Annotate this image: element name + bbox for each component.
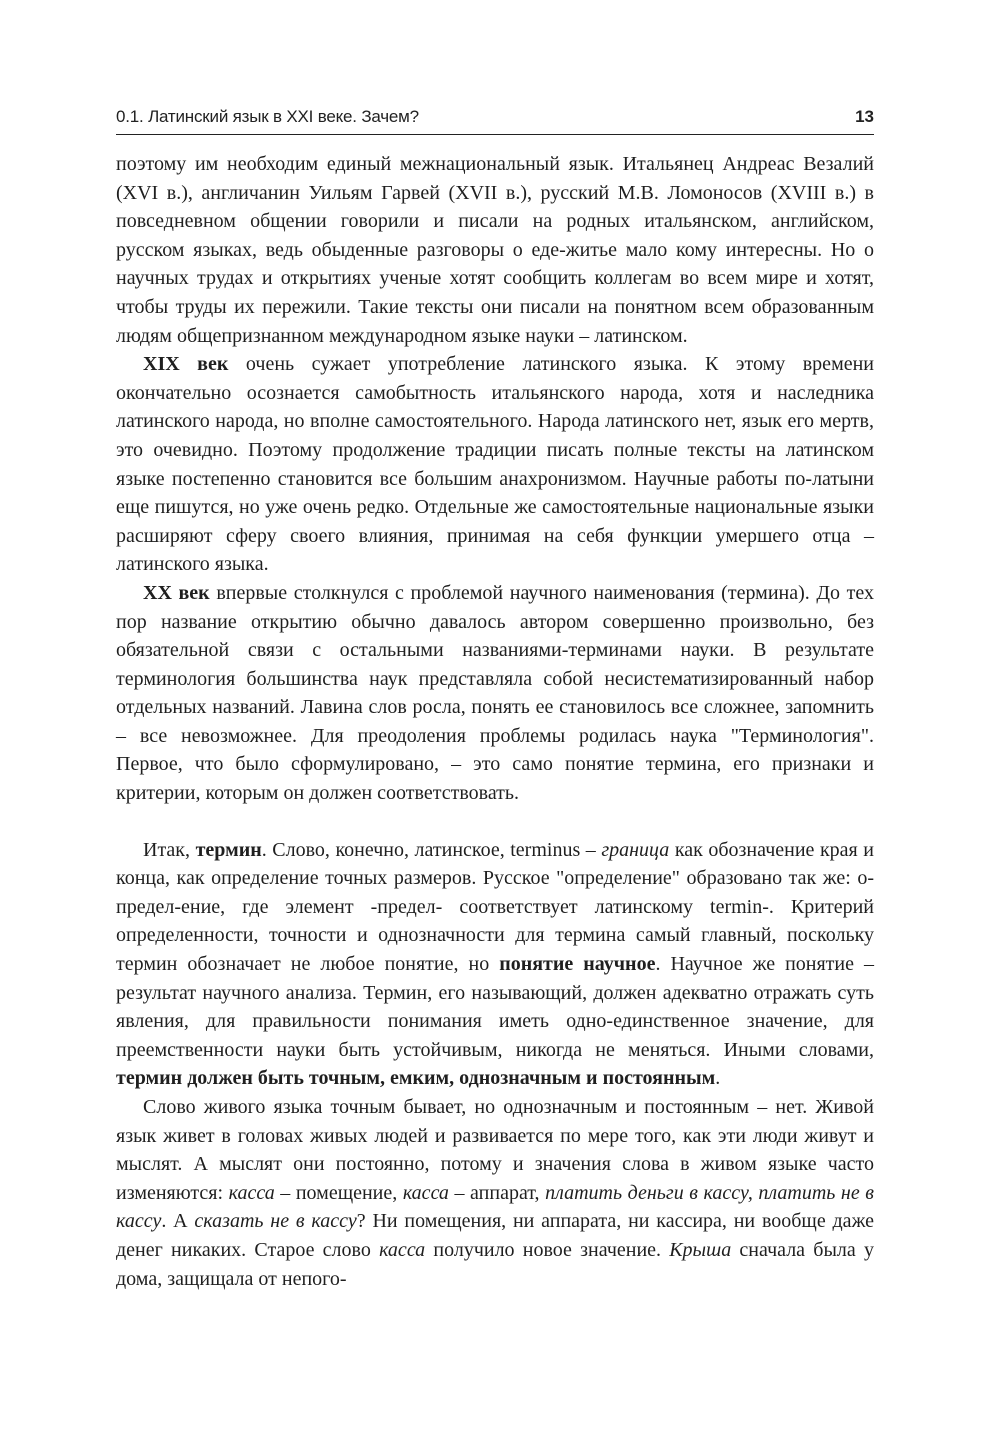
paragraph-text: – помещение, xyxy=(274,1181,403,1204)
paragraph-text: получило новое значение. xyxy=(425,1238,670,1261)
page-number: 13 xyxy=(855,107,874,126)
book-page xyxy=(116,100,874,1293)
paragraph-text: Итак, xyxy=(143,838,196,861)
bold-term: XX век xyxy=(143,581,210,604)
paragraph-text: . xyxy=(715,1067,721,1090)
paragraph-continuation xyxy=(116,150,874,350)
running-header xyxy=(116,100,874,135)
paragraph-term-definition xyxy=(116,836,874,1093)
italic-word: граница xyxy=(601,838,670,861)
paragraph-text: . Слово, конечно, латинское, terminus – xyxy=(261,838,602,861)
bold-term: понятие научное xyxy=(499,953,656,976)
paragraph-text: . Научное же понятие – результат научного анализа. Термин, его называющий, должен адекватно отражать суть явления, для правильности понимания иметь одно-единственное значение, для преемственности науки быть устойчивым, никогда не меняться. Иными словами, xyxy=(116,953,874,1061)
italic-word: сказать не в кассу xyxy=(194,1210,357,1233)
italic-word: касса xyxy=(379,1238,426,1261)
paragraph-living-language xyxy=(116,1093,874,1293)
paragraph-text: . А xyxy=(161,1210,195,1233)
paragraph-text: как обозначение края и конца, как определение точных размеров. Русское "определение" образовано так же: о-предел-ение, где элемент -предел- соответствует латинскому termin-. Критерий определенности, точности и однозначности для термина самый главный, поскольку термин обозначает не любое понятие, но xyxy=(116,838,874,976)
chapter-title: 0.1. Латинский язык в XXI веке. Зачем? xyxy=(116,107,419,126)
page-body xyxy=(116,150,874,1293)
paragraph-text: Слово живого языка точным бывает, но однозначным и постоянным – нет. Живой язык живет в головах живых людей и развивается по мере того, как эти люди живут и мыслят. А мыслят они постоянно, потому и значения слова в живом языке часто изменяются: xyxy=(116,1096,874,1204)
bold-term: термин xyxy=(195,838,262,861)
paragraph-xx-century xyxy=(116,579,874,808)
bold-term: термин должен быть точным, емким, однозначным и постоянным xyxy=(116,1067,716,1090)
italic-word: касса xyxy=(228,1181,275,1204)
paragraph-text: поэтому им необходим единый межнациональный язык. Итальянец Андреас Везалий (XVI в.), англичанин Уильям Гарвей (XVII в.), русский М.В. Ломоносов (XVIII в.) в повседневном общении говорили и писали на родных итальянском, английском, русском языках, ведь обыденные разговоры о еде-житье мало кому интересны. Но о научных трудах и открытиях ученые хотят сообщить коллегам во всем мире и хотят, чтобы труды их пережили. Такие тексты они писали на понятном всем образованным людям общепризнанном международном языке науки – латинском. xyxy=(116,153,874,347)
paragraph-xix-century xyxy=(116,350,874,579)
italic-word: платить деньги в кассу, платить не в кассу xyxy=(116,1181,874,1233)
paragraph-text: сначала была у дома, защищала от непого- xyxy=(116,1238,874,1290)
italic-word: касса xyxy=(402,1181,449,1204)
paragraph-text: – аппарат, xyxy=(448,1181,546,1204)
italic-word: Крыша xyxy=(669,1238,732,1261)
paragraph-text: впервые столкнулся с проблемой научного наименования (термина). До тех пор название открытию обычно давалось автором совершенно произвольно, без обязательной связи с остальными названиями-терминами науки. В результате терминология большинства наук представляла собой несистематизированный набор отдельных названий. Лавина слов росла, понять ее становилось все сложнее, запомнить – все невозможнее. Для преодоления проблемы родилась наука "Терминология". Первое, что было сформулировано, – это само понятие термина, его признаки и критерии, которым он должен соответствовать. xyxy=(116,581,874,805)
bold-term: XIX век xyxy=(143,353,229,376)
paragraph-text: ? Ни помещения, ни аппарата, ни кассира, ни вообще даже денег никаких. Старое слово xyxy=(116,1210,874,1261)
paragraph-text: очень сужает употребление латинского языка. К этому времени окончательно осознается самобытность итальянского народа, хотя и наследника латинского народа, но вполне самостоятельного. Народа латинского нет, язык его мертв, это очевидно. Поэтому продолжение традиции писать полные тексты на латинском языке постепенно становится все большим анахронизмом. Научные работы по-латыни еще пишутся, но уже очень редко. Отдельные же самостоятельные национальные языки расширяют сферу своего влияния, принимая на себя функции умершего отца – латинского языка. xyxy=(116,353,875,576)
